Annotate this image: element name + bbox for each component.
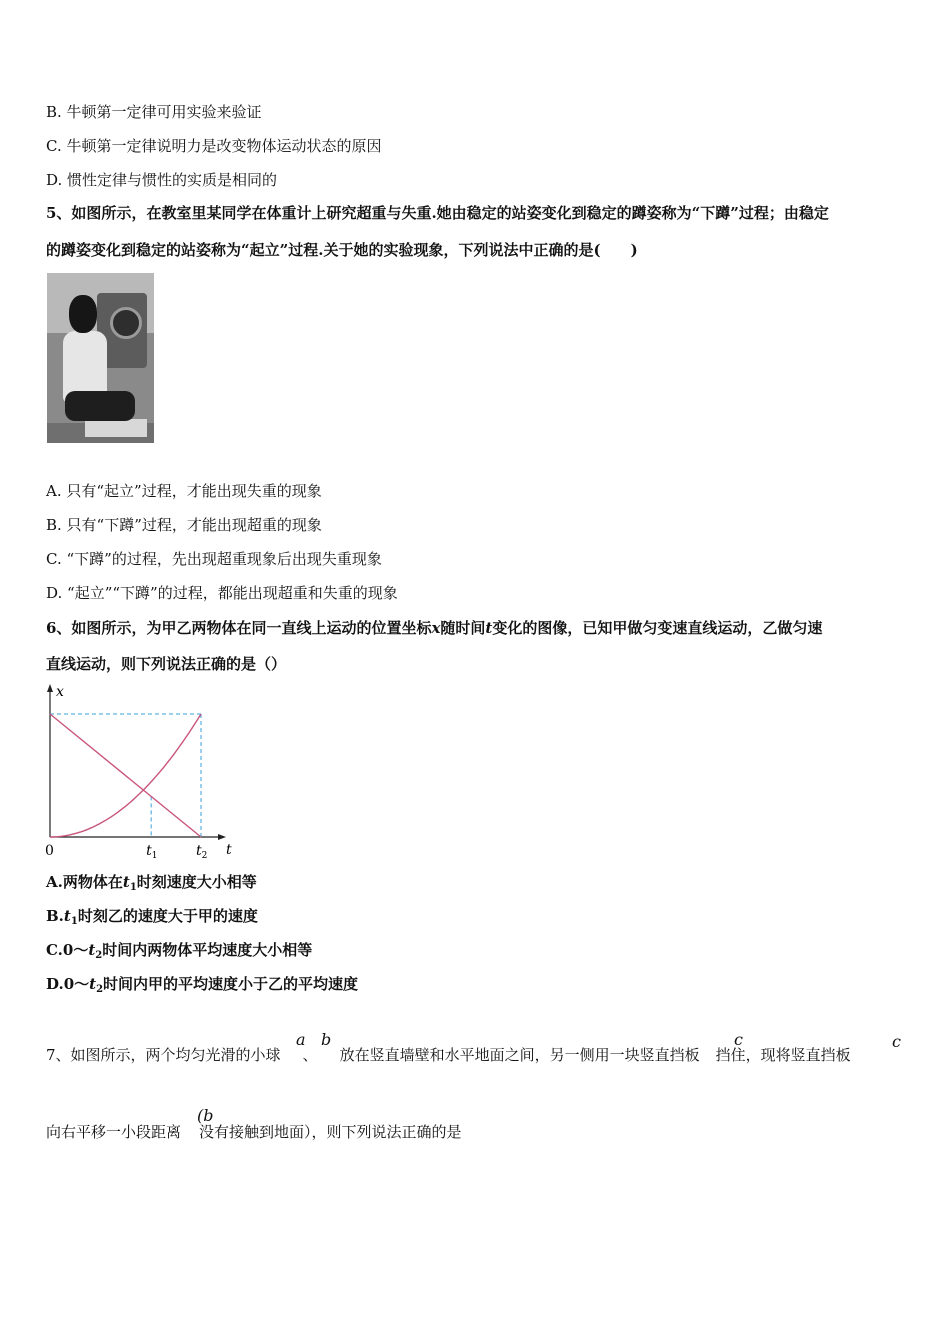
q6-stem-part3: 变化的图像，已知甲做匀变速直线运动，乙做匀速	[492, 619, 823, 637]
series-line-2	[50, 714, 201, 837]
q7-var-c: c	[734, 1030, 743, 1049]
q4-option-d: D. 惯性定律与惯性的实质是相同的	[46, 171, 278, 189]
q6-option-d-sub: 2	[96, 984, 104, 995]
x-axis-arrow	[47, 684, 53, 692]
q6-stem-line1	[46, 618, 822, 638]
q6-option-b-sub: 1	[70, 916, 78, 927]
q7-line2-part2: 没有接触到地面），则下列说法正确的是	[199, 1123, 462, 1141]
q6-option-a-pre: A.两物体在	[46, 873, 123, 891]
q6-option-a-sub: 1	[129, 882, 137, 893]
q6-option-b-t: t	[63, 907, 71, 925]
q5-stem-line1: 5、如图所示，在教室里某同学在体重计上研究超重与失重.她由稳定的站姿变化到稳定的蹲姿称为“下蹲”过程；由稳定	[46, 204, 829, 222]
q7-var-b: b	[321, 1030, 332, 1049]
q6-option-b	[46, 906, 258, 932]
q6-stem-t: t	[485, 619, 493, 637]
q6-option-b-pre: B.	[46, 907, 64, 925]
q6-option-d	[46, 974, 358, 1000]
q7-line1-part2: 放在竖直墙壁和水平地面之间，另一侧用一块竖直挡板	[339, 1046, 700, 1064]
q6-option-c	[46, 940, 312, 966]
q6-option-c-post: 时间内两物体平均速度大小相等	[102, 941, 313, 959]
q6-stem-part2: 随时间	[440, 619, 486, 637]
q6-option-d-post: 时间内甲的平均速度小于乙的平均速度	[103, 975, 359, 993]
q6-option-c-sub: 2	[95, 950, 103, 961]
q7-var-a: a	[296, 1030, 306, 1049]
t-axis-label: t	[226, 842, 232, 858]
tick-label-t1: $t_1$	[146, 843, 158, 861]
q7-line2	[46, 1122, 462, 1142]
q6-option-c-t: t	[88, 941, 96, 959]
q4-option-c: C. 牛顿第一定律说明力是改变物体运动状态的原因	[46, 137, 382, 155]
q5-option-b: B. 只有“下蹲”过程，才能出现超重的现象	[46, 516, 322, 534]
q7-line1-part3: 挡住，现将竖直挡板	[715, 1046, 851, 1064]
q7-paren-b: (b	[197, 1106, 214, 1125]
position-time-graph	[36, 682, 236, 862]
q6-option-d-t: t	[89, 975, 97, 993]
q6-option-a-post: 时刻速度大小相等	[136, 873, 257, 891]
q5-option-c: C. “下蹲”的过程，先出现超重现象后出现失重现象	[46, 550, 382, 568]
tick-label-t2: $t_2$	[196, 843, 208, 861]
q6-option-c-pre: C.0～	[46, 941, 89, 959]
q6-stem-x: x	[431, 619, 441, 637]
q5-option-d: D. “起立”“下蹲”的过程，都能出现超重和失重的现象	[46, 584, 398, 602]
q5-stem-line2: 的蹲姿变化到稳定的站姿称为“起立”过程.关于她的实验现象，下列说法中正确的是( )	[46, 241, 638, 259]
q4-option-b: B. 牛顿第一定律可用实验来验证	[46, 103, 262, 121]
t-axis-arrow	[218, 834, 226, 840]
q6-stem-line2: 直线运动，则下列说法正确的是（）	[46, 655, 287, 673]
q7-line1-sep: 、	[302, 1046, 318, 1064]
x-axis-label: x	[56, 684, 64, 700]
q7-line2-part1: 向右平移一小段距离	[46, 1123, 182, 1141]
q7-line1-part1: 7、如图所示，两个均匀光滑的小球	[46, 1046, 281, 1064]
q6-option-a-t: t	[122, 873, 130, 891]
q6-option-b-post: 时刻乙的速度大于甲的速度	[77, 907, 258, 925]
q7-var-c2: c	[892, 1032, 901, 1051]
origin-label: 0	[45, 843, 54, 859]
q7-line1	[46, 1045, 851, 1065]
q6-option-a	[46, 872, 257, 898]
q5-option-a: A. 只有“起立”过程，才能出现失重的现象	[46, 482, 322, 500]
q6-option-d-pre: D.0～	[46, 975, 90, 993]
scale-experiment-photo	[47, 273, 154, 443]
q6-stem-part1: 6、如图所示，为甲乙两物体在同一直线上运动的位置坐标	[46, 619, 432, 637]
